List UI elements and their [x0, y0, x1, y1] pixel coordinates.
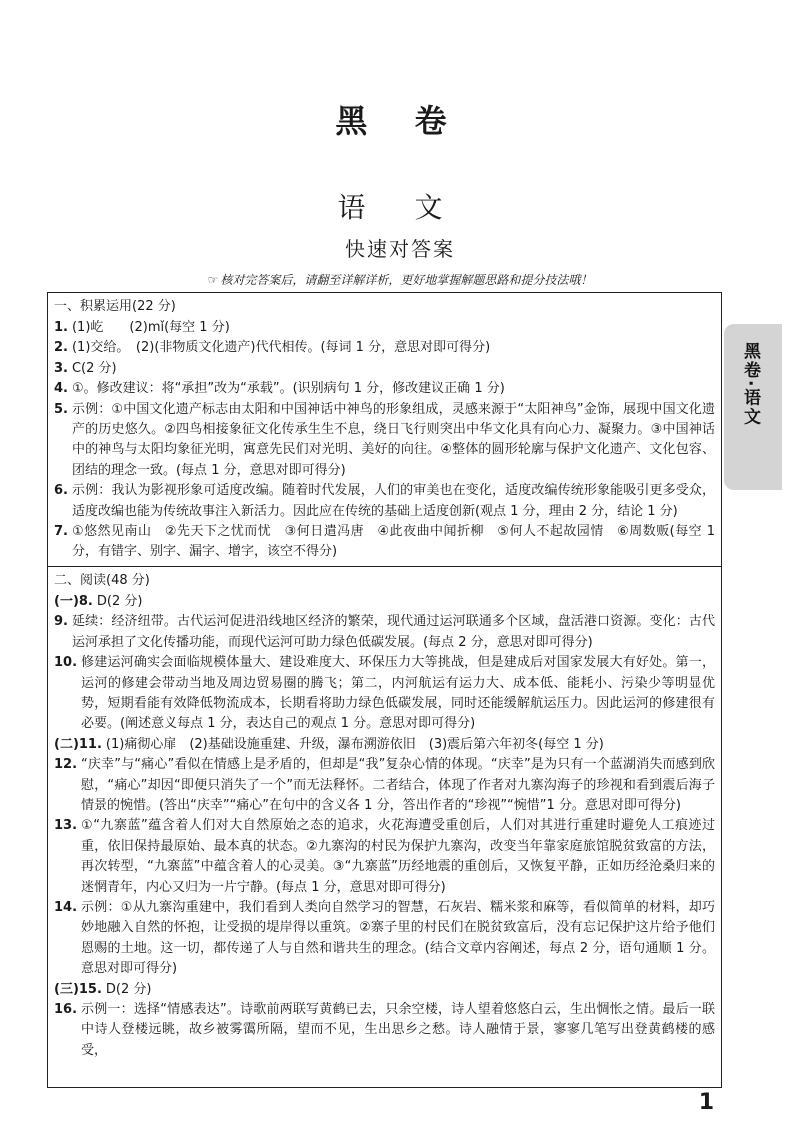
item-text: 示例一：选择“情感表达”。诗歌前两联写黄鹤已去，只余空楼，诗人望着悠悠白云，生出惆怅之情。最后一联中诗人登楼远眺，故乡被雾霭所隔，望而不见，生出思乡之愁。诗人融情于景，寥寥几笔写出登黄鹤楼的感受，	[81, 1002, 715, 1058]
item-text: (1)交给。 (2)(非物质文化遗产)代代相传。(每词 1 分，意思对即可得分)	[71, 340, 491, 356]
item-number: 6.	[54, 483, 68, 499]
item-text: 修建运河确实会面临规模体量大、建设难度大、环保压力大等挑战，但是建成后对国家发展大有好处。第一，运河的修建会带动当地及周边贸易圈的腾飞；第二，内河航运有运力大、成本低、能耗小、污染少等明显优势，短期看能有效降低物流成本，长期看将助力绿色低碳发展，同时还能缓解航运压力。因此运河的修建很有必要。(阐述意义每点 1 分，表达自己的观点 1 分。意思对即可得分)	[81, 655, 715, 732]
answer-item	[54, 816, 721, 898]
item-text: ①悠然见南山 ②先天下之忧而忧 ③何日遣冯唐 ④此夜曲中闻折柳 ⑤何人不起故园情 ⑥周数贩(每空 1 分，有错字、别字、漏字、增字，该空不得分)	[71, 524, 715, 560]
item-number: 1.	[54, 320, 68, 335]
item-number: 4.	[54, 381, 68, 397]
item-text: 示例：①中国文化遗产标志由太阳和中国神话中神鸟的形象组成，灵感来源于“太阳神鸟”金饰，展现中国文化遗产的历史悠久。②四鸟相接象征文化传承生生不息，绕日飞行则突出中华文化具有向心力、凝聚力。③中国神话中的神鸟与太阳均象征光明，寓意先民们对光明、美好的向往。④整体的圆形轮廓与保护文化遗产、文化包容、团结的理念一致。(每点 1 分，意思对即可得分)	[71, 401, 715, 478]
item-number: 10.	[54, 655, 78, 671]
item-text: (1)屹 (2)mǐ(每空 1 分)	[71, 320, 230, 335]
item-text: 示例：①从九寨沟重建中，我们看到人类向自然学习的智慧，石灰岩、糯米浆和麻等，看似简单的材料，却巧妙地融入自然的怀抱，让受损的堤岸得以重筑。②寨子里的村民们在脱贫致富后，没有忘记保护这片给予他们恩赐的土地。这一切，都传递了人与自然和谐共生的理念。(结合文章内容阐述，每点 2 分，语句通顺 1 分。意思对即可得分)	[81, 899, 715, 977]
item-number: 13.	[54, 818, 78, 834]
section-heading: 二、阅读(48 分)	[54, 572, 150, 588]
item-number: 14.	[54, 899, 78, 915]
answer-item	[54, 612, 721, 653]
answer-item	[54, 338, 721, 358]
answer-item	[54, 735, 721, 755]
answer-item	[54, 318, 721, 338]
section-reading	[48, 567, 721, 1064]
item-number: 3.	[54, 360, 68, 376]
page-title: 黑 卷	[335, 102, 465, 140]
answer-key-title: 快速对答案	[345, 237, 455, 261]
item-number: 5.	[54, 401, 68, 417]
side-tab	[724, 324, 782, 490]
notice-line	[0, 271, 800, 288]
item-text: ①。修改建议：将“承担”改为“承载”。(识别病句 1 分，修改建议正确 1 分)	[71, 381, 505, 397]
section-accumulation	[48, 293, 721, 567]
item-number: (二)11.	[54, 736, 102, 752]
item-text: ①“九寨蓝”蕴含着人们对大自然原始之态的追求，火花海遭受重创后，人们对其进行重建时避免人工痕迹过重，依旧保持最原始、最本真的状态。②九寨沟的村民为保护九寨沟，改变当年靠家庭旅馆脱贫致富的方法，再次转型，“九寨蓝”中蕴含着人的心灵美。③“九寨蓝”历经地震的重创后，又恢复平静，正如历经沧桑归来的迷惘青年，内心又归为一片宁静。(每点 1 分，意思对即可得分)	[81, 818, 715, 895]
section-heading: 一、积累运用(22 分)	[54, 299, 176, 314]
answer-item	[54, 653, 721, 735]
answer-item	[54, 898, 721, 980]
subject-title: 语 文	[337, 191, 463, 224]
item-text: “庆幸”与“痛心”看似在情感上是矛盾的，但却是“我”复杂心情的体现。“庆幸”是为只有一个蓝湖消失而感到欣慰，“痛心”却因“即便只消失了一个”而无法释怀。二者结合，体现了作者对九寨沟海子的珍视和看到震后海子情景的惋惜。(答出“庆幸”“痛心”在句中的含义各 1 分，答出作者的“珍视”“惋惜”1 分。意思对即可得分)	[81, 757, 715, 813]
item-number: 16.	[54, 1002, 78, 1017]
answer-item	[54, 481, 721, 522]
answer-item	[54, 592, 721, 612]
answer-item	[54, 1000, 721, 1061]
answer-item	[54, 379, 721, 399]
item-number: 12.	[54, 757, 78, 773]
item-number: 2.	[54, 340, 68, 356]
item-text: D(2 分)	[96, 593, 143, 609]
answer-item	[54, 359, 721, 379]
item-number: 7.	[54, 524, 68, 540]
item-number: (一)8.	[54, 593, 93, 609]
item-text: 示例：我认为影视形象可适度改编。随着时代发展，人们的审美也在变化，适度改编传统形象能吸引更多受众，适度改编也能为传统故事注入新活力。因此应在传统的基础上适度创新(观点 1 分，理由 2 分，结论 1 分)	[71, 483, 715, 519]
page-number: 1	[698, 1090, 714, 1115]
notice-text: 核对完答案后，请翻至详解详析，更好地掌握解题思路和提分技法哦！	[220, 273, 593, 287]
side-tab-label: 黑卷·语文	[740, 342, 760, 427]
item-text: C(2 分)	[71, 360, 117, 376]
item-number: (三)15.	[54, 981, 102, 997]
item-number: 9.	[54, 614, 68, 630]
pointing-hand-icon: ☞	[207, 273, 219, 287]
answer-item	[54, 755, 721, 816]
item-text: 延续：经济纽带。古代运河促进沿线地区经济的繁荣，现代通过运河联通多个区域，盘活港口资源。变化：古代运河承担了文化传播功能，而现代运河可助力绿色低碳发展。(每点 2 分，意思对即可得分)	[71, 614, 715, 650]
item-text: (1)痛彻心扉 (2)基础设施重建、升级，瀑布溯游依旧 (3)震后第六年初冬(每空 1 分)	[105, 736, 604, 752]
item-text: D(2 分)	[105, 981, 152, 997]
answer-item	[54, 400, 721, 482]
answer-item	[54, 980, 721, 1000]
answer-box	[47, 292, 722, 1088]
answer-item	[54, 522, 721, 563]
